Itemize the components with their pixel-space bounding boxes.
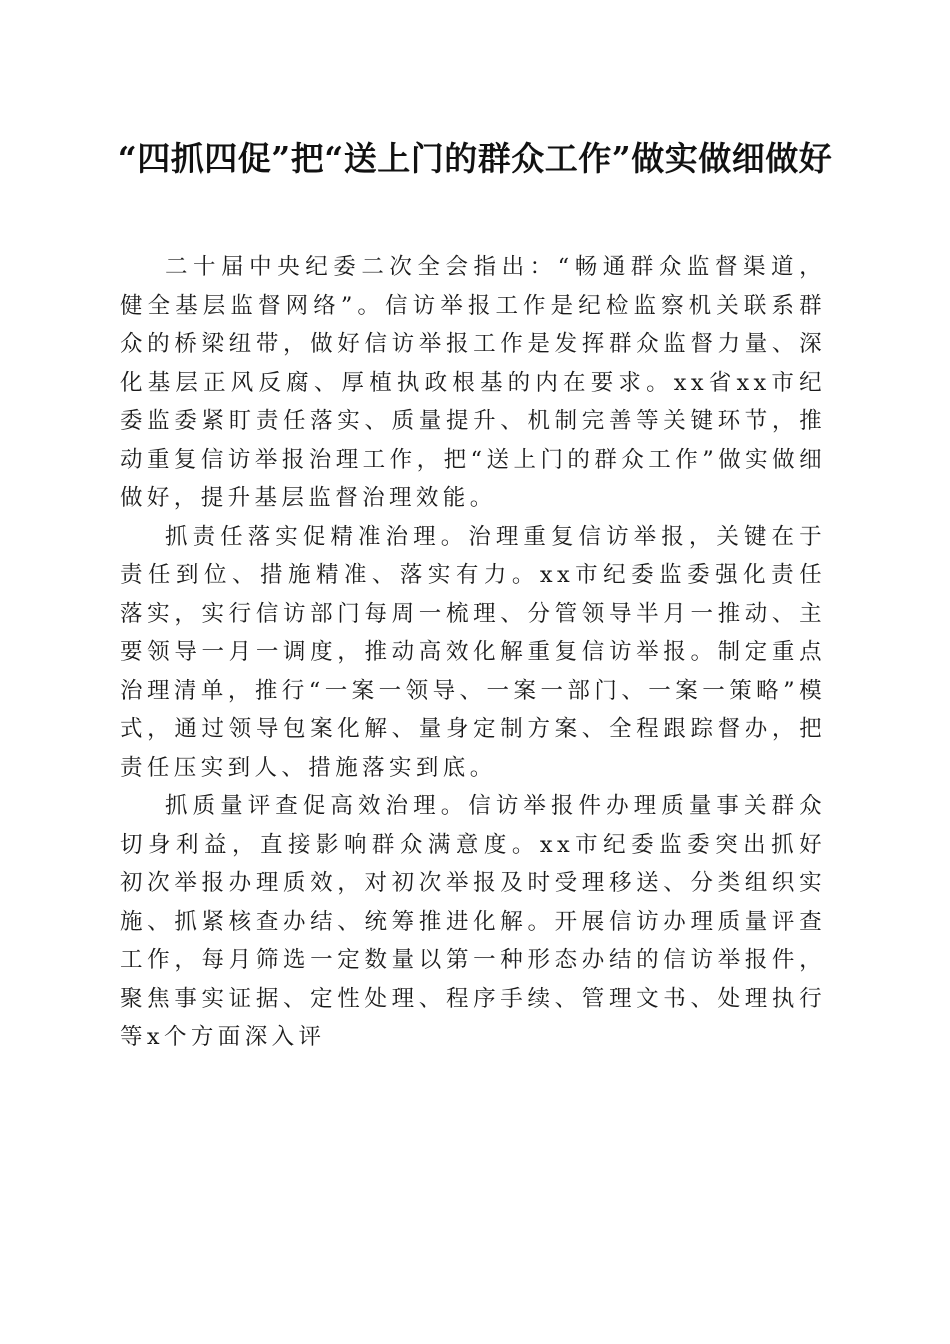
paragraph: 抓质量评查促高效治理。信访举报件办理质量事关群众切身利益，直接影响群众满意度。xx市纪委监委突出抓好初次举报办理质效，对初次举报及时受理移送、分类组织实施、抓紧核查办结、统筹推进化解。开展信访办理质量评查工作，每月筛选一定数量以第一种形态办结的信访举报件，聚焦事实证据、定性处理、程序手续、管理文书、处理执行等x个方面深入评 bbox=[120, 793, 826, 1050]
paragraph: 抓责任落实促精准治理。治理重复信访举报，关键在于责任到位、措施精准、落实有力。xx市纪委监委强化责任落实，实行信访部门每周一梳理、分管领导半月一推动、主要领导一月一调度，推动高效化解重复信访举报。制定重点治理清单，推行“一案一领导、一案一部门、一案一策略”模式，通过领导包案化解、量身定制方案、全程跟踪督办，把责任压实到人、措施落实到底。 bbox=[120, 523, 826, 781]
paragraph: 二十届中央纪委二次全会指出：“畅通群众监督渠道，健全基层监督网络”。信访举报工作是纪检监察机关联系群众的桥梁纽带，做好信访举报工作是发挥群众监督力量、深化基层正风反腐、厚植执政根基的内在要求。xx省xx市纪委监委紧盯责任落实、质量提升、机制完善等关键环节，推动重复信访举报治理工作，把“送上门的群众工作”做实做细做好，提升基层监督治理效能。 bbox=[120, 254, 826, 511]
document-body bbox=[120, 248, 826, 1057]
document-title: “四抓四促”把“送上门的群众工作”做实做细做好 bbox=[117, 139, 833, 178]
